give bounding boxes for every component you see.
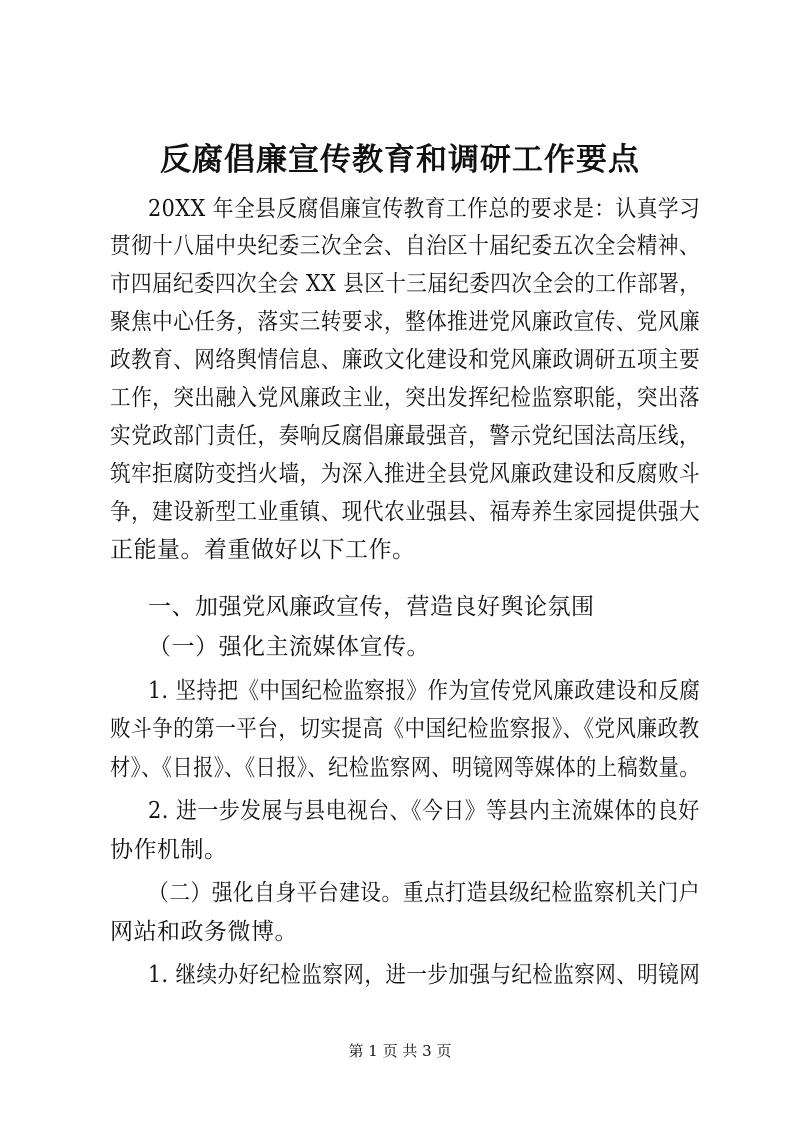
paragraph-line: 工作，突出融入党风廉政主业，突出发挥纪检监察职能，突出落 xyxy=(110,385,701,411)
paragraph-line: 贯彻十八届中央纪委三次全会、自治区十届纪委五次全会精神、 xyxy=(110,233,701,259)
paragraph-line: 正能量。着重做好以下工作。 xyxy=(110,537,416,563)
paragraph-line: 政教育、网络舆情信息、廉政文化建设和党风廉政调研五项主要 xyxy=(110,347,701,373)
page-number: 第 1 页 共 3 页 xyxy=(348,1042,452,1060)
paragraph-line: 败斗争的第一平台，切实提高《中国纪检监察报》、《党风廉政教 xyxy=(110,716,700,742)
paragraph-line: 争，建设新型工业重镇、现代农业强县、福寿养生家园提供强大 xyxy=(110,499,701,525)
paragraph-line: 2. 进一步发展与县电视台、《今日》等县内主流媒体的良好 xyxy=(148,798,700,824)
section-heading: 一、加强党风廉政宣传，营造良好舆论氛围 xyxy=(148,594,595,620)
paragraph-line: 市四届纪委四次全会 XX 县区十三届纪委四次全会的工作部署， xyxy=(110,271,701,297)
paragraph-line: 聚焦中心任务，落实三转要求，整体推进党风廉政宣传、党风廉 xyxy=(110,309,701,335)
subsection-heading: （一）强化主流媒体宣传。 xyxy=(148,634,430,660)
paragraph-line: 1. 继续办好纪检监察网，进一步加强与纪检监察网、明镜网 xyxy=(148,962,701,988)
paragraph-line: 筑牢拒腐防变挡火墙，为深入推进全县党风廉政建设和反腐败斗 xyxy=(110,461,701,487)
subsection-heading: （二）强化自身平台建设。重点打造县级纪检监察机关门户 xyxy=(148,880,700,906)
paragraph-line: 材》、《日报》、《日报》、纪检监察网、明镜网等媒体的上稿数量。 xyxy=(110,755,701,781)
paragraph-line: 实党政部门责任，奏响反腐倡廉最强音，警示党纪国法高压线， xyxy=(110,423,701,449)
paragraph-line: 20XX 年全县反腐倡廉宣传教育工作总的要求是：认真学习 xyxy=(148,196,701,222)
paragraph-line: 协作机制。 xyxy=(110,837,228,863)
paragraph-line: 1. 坚持把《中国纪检监察报》作为宣传党风廉政建设和反腐 xyxy=(148,678,701,704)
document-title: 反腐倡廉宣传教育和调研工作要点 xyxy=(160,142,640,178)
paragraph-line: 网站和政务微博。 xyxy=(110,919,298,945)
